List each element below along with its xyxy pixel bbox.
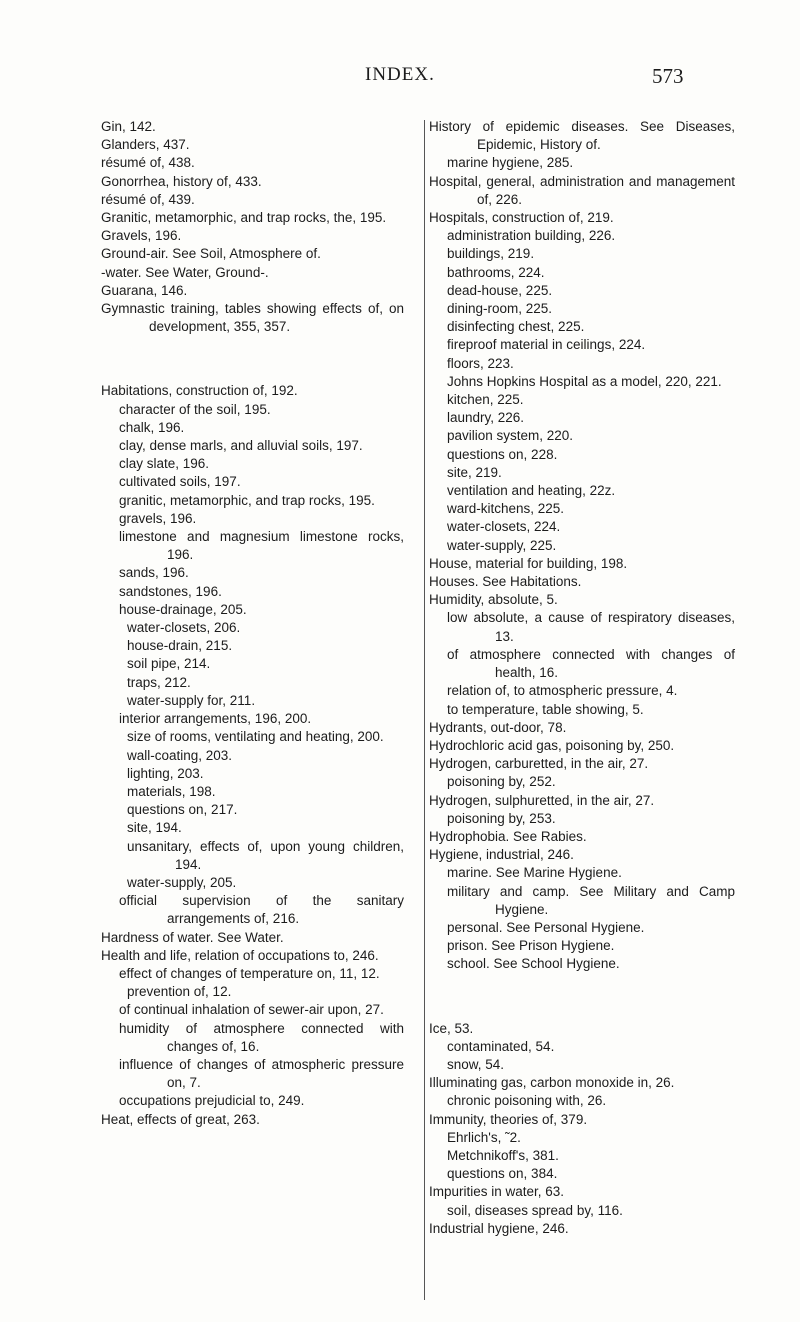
index-entry: History of epidemic diseases. See Diseases, Epidemic, History of.: [429, 119, 735, 153]
page-header-title: INDEX.: [365, 64, 435, 85]
index-entry: Heat, effects of great, 263.: [101, 1111, 260, 1127]
index-entry: Ehrlich's, ˜2.: [447, 1129, 521, 1145]
index-entry: Habitations, construction of, 192.: [101, 383, 298, 399]
index-entry: Immunity, theories of, 379.: [429, 1111, 588, 1127]
index-entry: Hydrogen, carburetted, in the air, 27.: [429, 756, 649, 772]
index-entry: of atmosphere connected with changes of health, 16.: [447, 646, 735, 681]
index-entry: bathrooms, 224.: [447, 264, 545, 280]
index-entry: Hydrochloric acid gas, poisoning by, 250.: [429, 737, 675, 753]
column-divider: [424, 120, 425, 1300]
index-entry: water-supply for, 211.: [127, 692, 256, 708]
index-entry: House, material for building, 198.: [429, 555, 628, 571]
index-entry: occupations prejudicial to, 249.: [119, 1093, 305, 1109]
index-column-left: [101, 118, 404, 1129]
index-entry: Hygiene, industrial, 246.: [429, 847, 574, 863]
index-entry: low absolute, a cause of respiratory diseases, 13.: [447, 610, 735, 644]
index-entry: Hydrants, out-door, 78.: [429, 719, 567, 735]
index-entry: Houses. See Habitations.: [429, 574, 582, 590]
index-entry: Gin, 142.: [101, 119, 156, 134]
index-entry: questions on, 228.: [447, 446, 558, 462]
index-entry: dining-room, 225.: [447, 301, 553, 317]
index-entry: clay, dense marls, and alluvial soils, 197.: [119, 438, 363, 454]
index-entry: Guarana, 146.: [101, 282, 188, 298]
index-entry: disinfecting chest, 225.: [447, 319, 585, 335]
index-entry: ward-kitchens, 225.: [447, 501, 565, 517]
index-entry: floors, 223.: [447, 355, 514, 371]
index-entry: questions on, 384.: [447, 1166, 558, 1182]
index-entry: site, 219.: [447, 464, 502, 480]
index-column-right: [429, 118, 735, 1238]
section-gap: [429, 987, 735, 1006]
index-entry: unsanitary, effects of, upon young children, 194.: [127, 838, 404, 872]
index-entry: -water. See Water, Ground-.: [101, 264, 269, 280]
index-entry: Johns Hopkins Hospital as a model, 220, 221.: [447, 373, 722, 389]
index-entry: military and camp. See Military and Camp Hygiene.: [447, 883, 735, 917]
index-entry: Gonorrhea, history of, 433.: [101, 173, 262, 189]
index-entry: Humidity, absolute, 5.: [429, 592, 558, 608]
index-entry: wall-coating, 203.: [127, 747, 233, 763]
index-entry: school. See School Hygiene.: [447, 956, 620, 972]
index-entry: Metchnikoff's, 381.: [447, 1147, 559, 1163]
index-entry: to temperature, table showing, 5.: [447, 701, 644, 717]
index-entry: Industrial hygiene, 246.: [429, 1220, 569, 1236]
index-entry: Gravels, 196.: [101, 228, 182, 244]
index-entry: sands, 196.: [119, 565, 189, 581]
index-entry: Hospital, general, administration and management of, 226.: [429, 173, 735, 207]
index-entry: humidity of atmosphere connected with changes of, 16.: [119, 1020, 404, 1054]
index-entry: site, 194.: [127, 820, 182, 836]
index-entry: administration building, 226.: [447, 228, 616, 244]
index-entry: water-closets, 224.: [447, 519, 561, 535]
index-entry: interior arrangements, 196, 200.: [119, 711, 312, 727]
index-entry: snow, 54.: [447, 1056, 505, 1072]
index-entry: dead-house, 225.: [447, 282, 553, 298]
index-entry: water-closets, 206.: [127, 620, 241, 636]
index-entry: Ground-air. See Soil, Atmosphere of.: [101, 246, 321, 262]
index-entry: water-supply, 205.: [127, 874, 237, 890]
index-entry: Hydrophobia. See Rabies.: [429, 828, 587, 844]
index-entry: house-drainage, 205.: [119, 601, 247, 617]
index-entry: ventilation and heating, 22z.: [447, 483, 616, 499]
index-entry: Illuminating gas, carbon monoxide in, 26.: [429, 1075, 675, 1091]
index-entry: prison. See Prison Hygiene.: [447, 938, 615, 954]
index-entry: fireproof material in ceilings, 224.: [447, 337, 646, 353]
index-entry: size of rooms, ventilating and heating, 200.: [127, 729, 384, 745]
index-entry: cultivated soils, 197.: [119, 474, 241, 490]
index-entry: résumé of, 438.: [101, 155, 195, 171]
index-entry: poisoning by, 253.: [447, 810, 556, 826]
index-entry: Impurities in water, 63.: [429, 1184, 565, 1200]
index-entry: soil, diseases spread by, 116.: [447, 1202, 623, 1218]
index-entry: laundry, 226.: [447, 410, 525, 426]
index-entry: Granitic, metamorphic, and trap rocks, the, 195.: [101, 210, 387, 226]
index-entry: relation of, to atmospheric pressure, 4.: [447, 683, 678, 699]
index-entry: soil pipe, 214.: [127, 656, 211, 672]
index-entry: marine. See Marine Hygiene.: [447, 865, 622, 881]
index-entry: Health and life, relation of occupations to, 246.: [101, 947, 379, 963]
index-entry: Hardness of water. See Water.: [101, 929, 284, 945]
index-entry: Hydrogen, sulphuretted, in the air, 27.: [429, 792, 655, 808]
index-entry: buildings, 219.: [447, 246, 535, 262]
index-entry: effect of changes of temperature on, 11, 12.: [119, 965, 380, 981]
index-entry: character of the soil, 195.: [119, 401, 271, 417]
page-number: 573: [652, 64, 684, 88]
index-entry: questions on, 217.: [127, 802, 238, 818]
section-gap: [101, 350, 404, 369]
index-entry: lighting, 203.: [127, 765, 204, 781]
index-entry: granitic, metamorphic, and trap rocks, 195.: [119, 492, 375, 508]
index-entry: contaminated, 54.: [447, 1038, 555, 1054]
index-entry: kitchen, 225.: [447, 392, 524, 408]
index-entry: water-supply, 225.: [447, 537, 557, 553]
index-entry: materials, 198.: [127, 783, 216, 799]
index-entry: pavilion system, 220.: [447, 428, 574, 444]
index-entry: of continual inhalation of sewer-air upon, 27.: [119, 1002, 384, 1018]
index-entry: official supervision of the sanitary arrangements of, 216.: [119, 893, 404, 927]
index-entry: marine hygiene, 285.: [447, 155, 574, 171]
index-entry: influence of changes of atmospheric pressure on, 7.: [119, 1056, 404, 1091]
index-entry: sandstones, 196.: [119, 583, 222, 599]
index-entry: personal. See Personal Hygiene.: [447, 919, 645, 935]
index-entry: prevention of, 12.: [127, 984, 232, 1000]
index-entry: poisoning by, 252.: [447, 774, 556, 790]
index-entry: résumé of, 439.: [101, 191, 195, 207]
index-entry: Ice, 53.: [429, 1020, 474, 1036]
index-entry: Glanders, 437.: [101, 137, 190, 153]
index-entry: chalk, 196.: [119, 419, 185, 435]
index-entry: chronic poisoning with, 26.: [447, 1093, 607, 1109]
index-entry: traps, 212.: [127, 674, 191, 690]
index-entry: house-drain, 215.: [127, 638, 233, 654]
index-entry: clay slate, 196.: [119, 456, 210, 472]
index-entry: Hospitals, construction of, 219.: [429, 210, 614, 226]
index-entry: limestone and magnesium limestone rocks, 196.: [119, 529, 404, 563]
index-entry: Gymnastic training, tables showing effects of, on development, 355, 357.: [101, 301, 404, 335]
index-entry: gravels, 196.: [119, 510, 197, 526]
